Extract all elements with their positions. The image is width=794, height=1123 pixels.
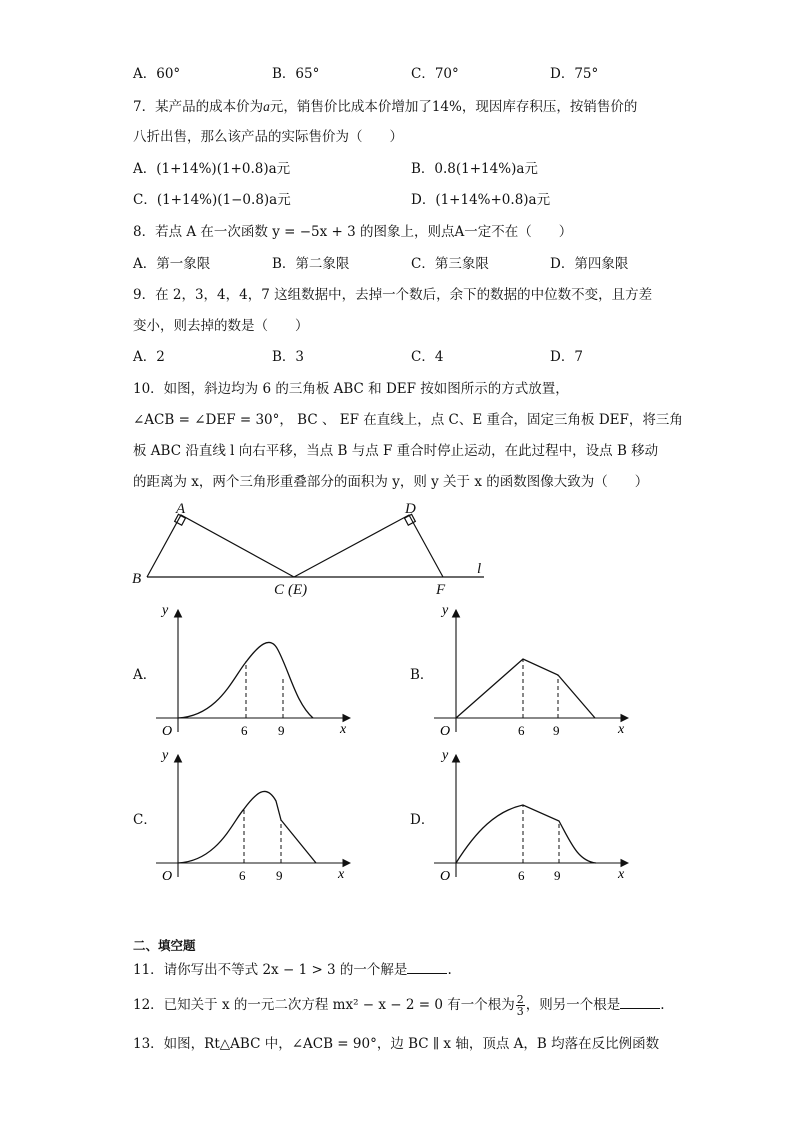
label-l: l bbox=[477, 561, 482, 577]
label-f: F bbox=[436, 582, 446, 598]
q8-option-c: C．第三象限 bbox=[411, 256, 489, 272]
q9-line2: 变小，则去掉的数是（ ） bbox=[133, 318, 309, 334]
q9-option-d: D．7 bbox=[550, 349, 583, 365]
curve-b bbox=[456, 659, 595, 718]
triangle-abc bbox=[147, 515, 294, 577]
graph-c-tick6: 6 bbox=[239, 868, 246, 883]
q7-line2: 八折出售，那么该产品的实际售价为（ ） bbox=[133, 129, 403, 145]
graph-c-ylabel: y bbox=[162, 748, 169, 763]
graph-d-xlabel: x bbox=[618, 867, 625, 882]
q7-line1: 7．某产品的成本价为a元，销售价比成本价增加了14%，现因库存积压，按销售价的 bbox=[133, 99, 638, 115]
q12-text: 12．已知关于 x 的一元二次方程 mx² − x − 2 = 0 有一个根为 $\frac{2}{3}$ ，则另一个根是 . bbox=[133, 993, 665, 1018]
graph-d-ylabel: y bbox=[442, 748, 449, 763]
q7-var-a: a bbox=[263, 99, 270, 114]
graph-a-tick9: 9 bbox=[278, 723, 285, 738]
q10-option-b-label: B． bbox=[410, 667, 434, 683]
graph-b bbox=[434, 603, 628, 739]
graph-d-tick6: 6 bbox=[518, 868, 525, 883]
graph-a bbox=[156, 603, 350, 739]
graph-a-xlabel: x bbox=[340, 722, 347, 737]
q10-line4: 的距离为 x，两个三角形重叠部分的面积为 y，则 y 关于 x 的函数图像大致为（ ） bbox=[133, 474, 649, 490]
q12-fraction: $\frac{2}{3}$ bbox=[516, 993, 524, 1018]
graph-a-origin: O bbox=[162, 724, 173, 739]
q7-option-a: A．(1+14%)(1+0.8)a元 bbox=[133, 161, 291, 177]
q10-option-d-label: D． bbox=[410, 812, 435, 828]
q11-answer-blank[interactable] bbox=[407, 961, 447, 974]
q6-option-b: B．65° bbox=[272, 66, 320, 82]
triangle-figure bbox=[147, 514, 484, 577]
q9-option-c: C．4 bbox=[411, 349, 444, 365]
label-d: D bbox=[405, 501, 416, 517]
graph-a-ylabel: y bbox=[162, 603, 169, 618]
q10-option-a-label: A． bbox=[133, 667, 157, 683]
section-title-fill-blank: 二、填空题 bbox=[133, 938, 196, 953]
graph-a-tick6: 6 bbox=[241, 723, 248, 738]
q8-text: 8．若点 A 在一次函数 y = −5x + 3 的图象上，则点A一定不在（ ） bbox=[133, 224, 573, 240]
graph-c bbox=[156, 748, 350, 884]
graph-c-tick9: 9 bbox=[276, 868, 283, 883]
q10-line1: 10．如图，斜边均为 6 的三角板 ABC 和 DEF 按如图所示的方式放置， bbox=[133, 381, 569, 397]
q8-option-a: A．第一象限 bbox=[133, 256, 211, 272]
q6-option-d: D．75° bbox=[550, 66, 599, 82]
label-b: B bbox=[132, 571, 142, 587]
graph-b-tick6: 6 bbox=[518, 723, 525, 738]
graph-b-ylabel: y bbox=[442, 603, 449, 618]
graph-d-tick9: 9 bbox=[554, 868, 561, 883]
graph-c-xlabel: x bbox=[338, 867, 345, 882]
label-a: A bbox=[176, 501, 186, 517]
q9-option-b: B．3 bbox=[272, 349, 305, 365]
q9-option-a: A．2 bbox=[133, 349, 165, 365]
label-e: (E) bbox=[288, 582, 308, 598]
q8-option-b: B．第二象限 bbox=[272, 256, 350, 272]
q10-line3: 板 ABC 沿直线 l 向右平移，当点 B 与点 F 重合时停止运动，在此过程中，设点 B 移动 bbox=[133, 443, 659, 459]
q8-option-d: D．第四象限 bbox=[550, 256, 629, 272]
curve-d bbox=[456, 805, 596, 863]
q9-line1: 9．在 2，3，4，4，7 这组数据中，去掉一个数后，余下的数据的中位数不变，且方差 bbox=[133, 287, 653, 303]
q10-option-c-label: C． bbox=[133, 812, 157, 828]
q7-option-b: B．0.8(1+14%)a元 bbox=[411, 161, 538, 177]
curve-c bbox=[178, 791, 316, 863]
q12-answer-blank[interactable] bbox=[620, 996, 660, 1009]
graph-d-origin: O bbox=[440, 869, 451, 884]
graph-b-xlabel: x bbox=[618, 722, 625, 737]
triangle-def bbox=[294, 515, 443, 577]
label-c: C bbox=[274, 582, 285, 598]
q6-option-c: C．70° bbox=[411, 66, 459, 82]
q13-text: 13．如图，Rt△ABC 中，∠ACB = 90°，边 BC ∥ x 轴，顶点 A，B 均落在反比例函数 bbox=[133, 1036, 660, 1052]
q6-option-a: A．60° bbox=[133, 66, 181, 82]
q7-option-d: D．(1+14%+0.8)a元 bbox=[411, 192, 551, 208]
q10-line2: ∠ACB = ∠DEF = 30°， BC 、 EF 在直线上，点 C、E 重合，固定三角板 DEF，将三角 bbox=[133, 412, 683, 428]
graph-b-origin: O bbox=[440, 724, 451, 739]
q7-option-c: C．(1+14%)(1−0.8)a元 bbox=[133, 192, 291, 208]
graph-d bbox=[434, 748, 628, 884]
graph-b-tick9: 9 bbox=[553, 723, 560, 738]
q11-text: 11．请你写出不等式 2x − 1 > 3 的一个解是 . bbox=[133, 962, 452, 978]
graph-c-origin: O bbox=[162, 869, 173, 884]
